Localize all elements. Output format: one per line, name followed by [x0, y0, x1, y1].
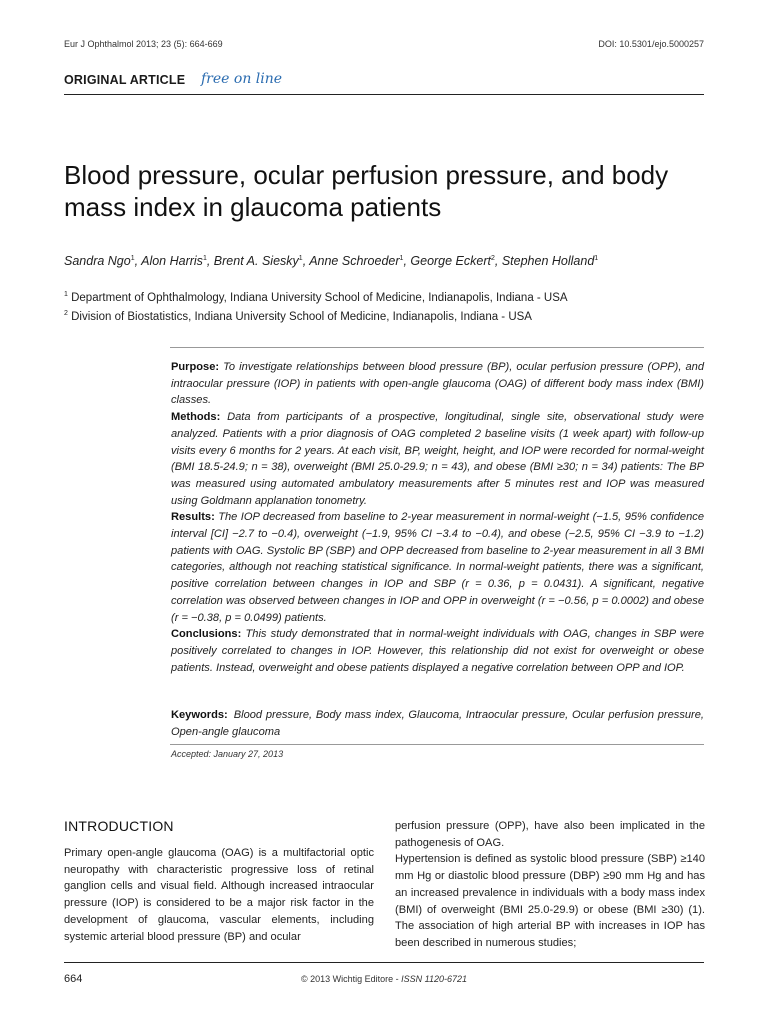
header-divider — [64, 94, 704, 95]
methods-label: Methods: — [171, 411, 221, 424]
journal-citation: Eur J Ophthalmol 2013; 23 (5): 664-669 — [64, 39, 223, 49]
left-column — [64, 818, 374, 945]
abstract — [171, 359, 704, 676]
author-name: Anne Schroeder — [309, 254, 400, 268]
author-affiliation-mark: 1 — [202, 254, 207, 262]
footer-divider — [64, 962, 704, 963]
keywords-divider — [170, 744, 704, 745]
affiliation-number: 1 — [64, 291, 68, 298]
introduction-heading: INTRODUCTION — [64, 818, 174, 834]
abstract-purpose — [171, 359, 704, 409]
affiliation-text: Department of Ophthalmology, Indiana University School of Medicine, Indianapolis, Indiana - USA — [71, 291, 568, 304]
copyright-line — [0, 974, 768, 984]
author-affiliation-mark: 2 — [490, 254, 495, 262]
doi-link[interactable]: DOI: 10.5301/ejo.5000257 — [598, 39, 704, 49]
free-online-badge: free on line — [201, 71, 283, 87]
abstract-divider — [170, 347, 704, 348]
affiliation-list — [64, 287, 568, 325]
keywords-text: Blood pressure, Body mass index, Glaucoma, Intraocular pressure, Ocular perfusion pressure, Open-angle glaucoma — [171, 709, 704, 738]
purpose-label: Purpose: — [171, 361, 220, 373]
page-number: 664 — [64, 973, 83, 985]
purpose-text: To investigate relationships between blood pressure (BP), ocular perfusion pressure (OPP), and intraocular pressure (IOP) in patients with open-angle glaucoma (OAG) of different body mass index (BMI) classes. — [171, 361, 704, 407]
author-name: George Eckert — [410, 254, 491, 268]
methods-text: Data from participants of a prospective, longitudinal, single site, observational study were analyzed. Patients with a prior diagnosis of OAG completed 2 baseline visits (1 week apart) with follow-up visits every 6 months for 2 years. At each visit, BP, weight, height, and IOP were recorded for normal-weight (BMI 18.5-24.9; n = 38), overweight (BMI 25.0-29.9; n = 43), and obese (BMI ≥30; n = 34) patients: The BP was measured using automated ambulatory measurements after 5 minutes rest and IOP was measured using Goldmann applanation tonometry. — [171, 411, 704, 507]
introduction-paragraph: Primary open-angle glaucoma (OAG) is a multifactorial optic neuropathy with characteristic progressive loss of retinal ganglion cells and visual field. Although increased intraocular pressure (IOP) is considered to be a major risk factor in the development of glaucoma, vascular elements, including systemic arterial blood pressure (BP) and ocular — [64, 847, 374, 943]
affiliation-text: Division of Biostatistics, Indiana University School of Medicine, Indianapolis, Indiana - USA — [71, 310, 532, 323]
introduction-paragraph: Hypertension is defined as systolic blood pressure (SBP) ≥140 mm Hg or diastolic blood pressure (DBP) ≥90 mm Hg and has an increased prevalence in individuals with a body mass index (BMI) of overweight (BMI 25.0-29.9) or obese (BMI ≥30) (1). The association of high arterial BP with increases in IOP has been described in numerous studies; — [395, 853, 705, 949]
section-label: ORIGINAL ARTICLE — [64, 73, 186, 87]
abstract-conclusions — [171, 626, 704, 676]
abstract-methods — [171, 409, 704, 509]
conclusions-label: Conclusions: — [171, 628, 242, 641]
affiliation-item — [64, 287, 568, 306]
author-affiliation-mark: 1 — [399, 254, 404, 262]
accepted-date: Accepted: January 27, 2013 — [171, 749, 284, 759]
results-text: The IOP decreased from baseline to 2-year measurement in normal-weight (−1.5, 95% confidence interval [CI] −2.7 to −0.4), overweight (−1.9, 95% CI −3.4 to −0.4), and obese (−2.5, 95% CI −3.9 to −1.2) patients with OAG. Systolic BP (SBP) and OPP decreased from baseline to 2-year measurement in all 3 BMI categories, although not reaching statistical significance. In normal-weight patients, there was a significant, positive correlation between changes in IOP and SBP (r = 0.36, p = 0.0431). A significant, negative correlation was observed between changes in IOP and OPP in overweight (r = −0.56, p = 0.0002) and obese (r = −0.38, p = 0.0499) patients. — [171, 511, 704, 624]
keywords-label: Keywords: — [171, 709, 228, 721]
keywords — [171, 707, 704, 740]
author-name: Brent A. Siesky — [213, 254, 299, 268]
author-list: Sandra Ngo$^1$, Alon Harris$^1$, Brent A. Siesky$^1$, Anne Schroeder$^1$, George Eckert$^2$, Stephen Holland$^1$ — [64, 254, 599, 268]
author-name: Alon Harris — [141, 254, 203, 268]
conclusions-text: This study demonstrated that in normal-weight individuals with OAG, changes in SBP were positively correlated to changes in IOP. However, this relationship did not exist for overweight or obese patients. Instead, overweight and obese patients displayed a negative correlation between OPP and IOP. — [171, 628, 704, 674]
issn-text: ISSN 1120-6721 — [401, 974, 468, 984]
author-affiliation-mark: 1 — [594, 254, 599, 262]
copyright-text: © 2013 Wichtig Editore - — [300, 974, 402, 984]
affiliation-item — [64, 306, 568, 325]
author-name: Stephen Holland — [501, 254, 595, 268]
author-name: Sandra Ngo — [64, 254, 131, 268]
article-title: Blood pressure, ocular perfusion pressure, and body mass index in glaucoma patients — [64, 160, 669, 222]
author-affiliation-mark: 1 — [298, 254, 303, 262]
right-column — [395, 818, 705, 952]
author-affiliation-mark: 1 — [130, 254, 135, 262]
affiliation-number: 2 — [64, 309, 68, 317]
introduction-paragraph: perfusion pressure (OPP), have also been implicated in the pathogenesis of OAG. — [395, 820, 705, 849]
abstract-results — [171, 509, 704, 626]
results-label: Results: — [171, 511, 215, 524]
